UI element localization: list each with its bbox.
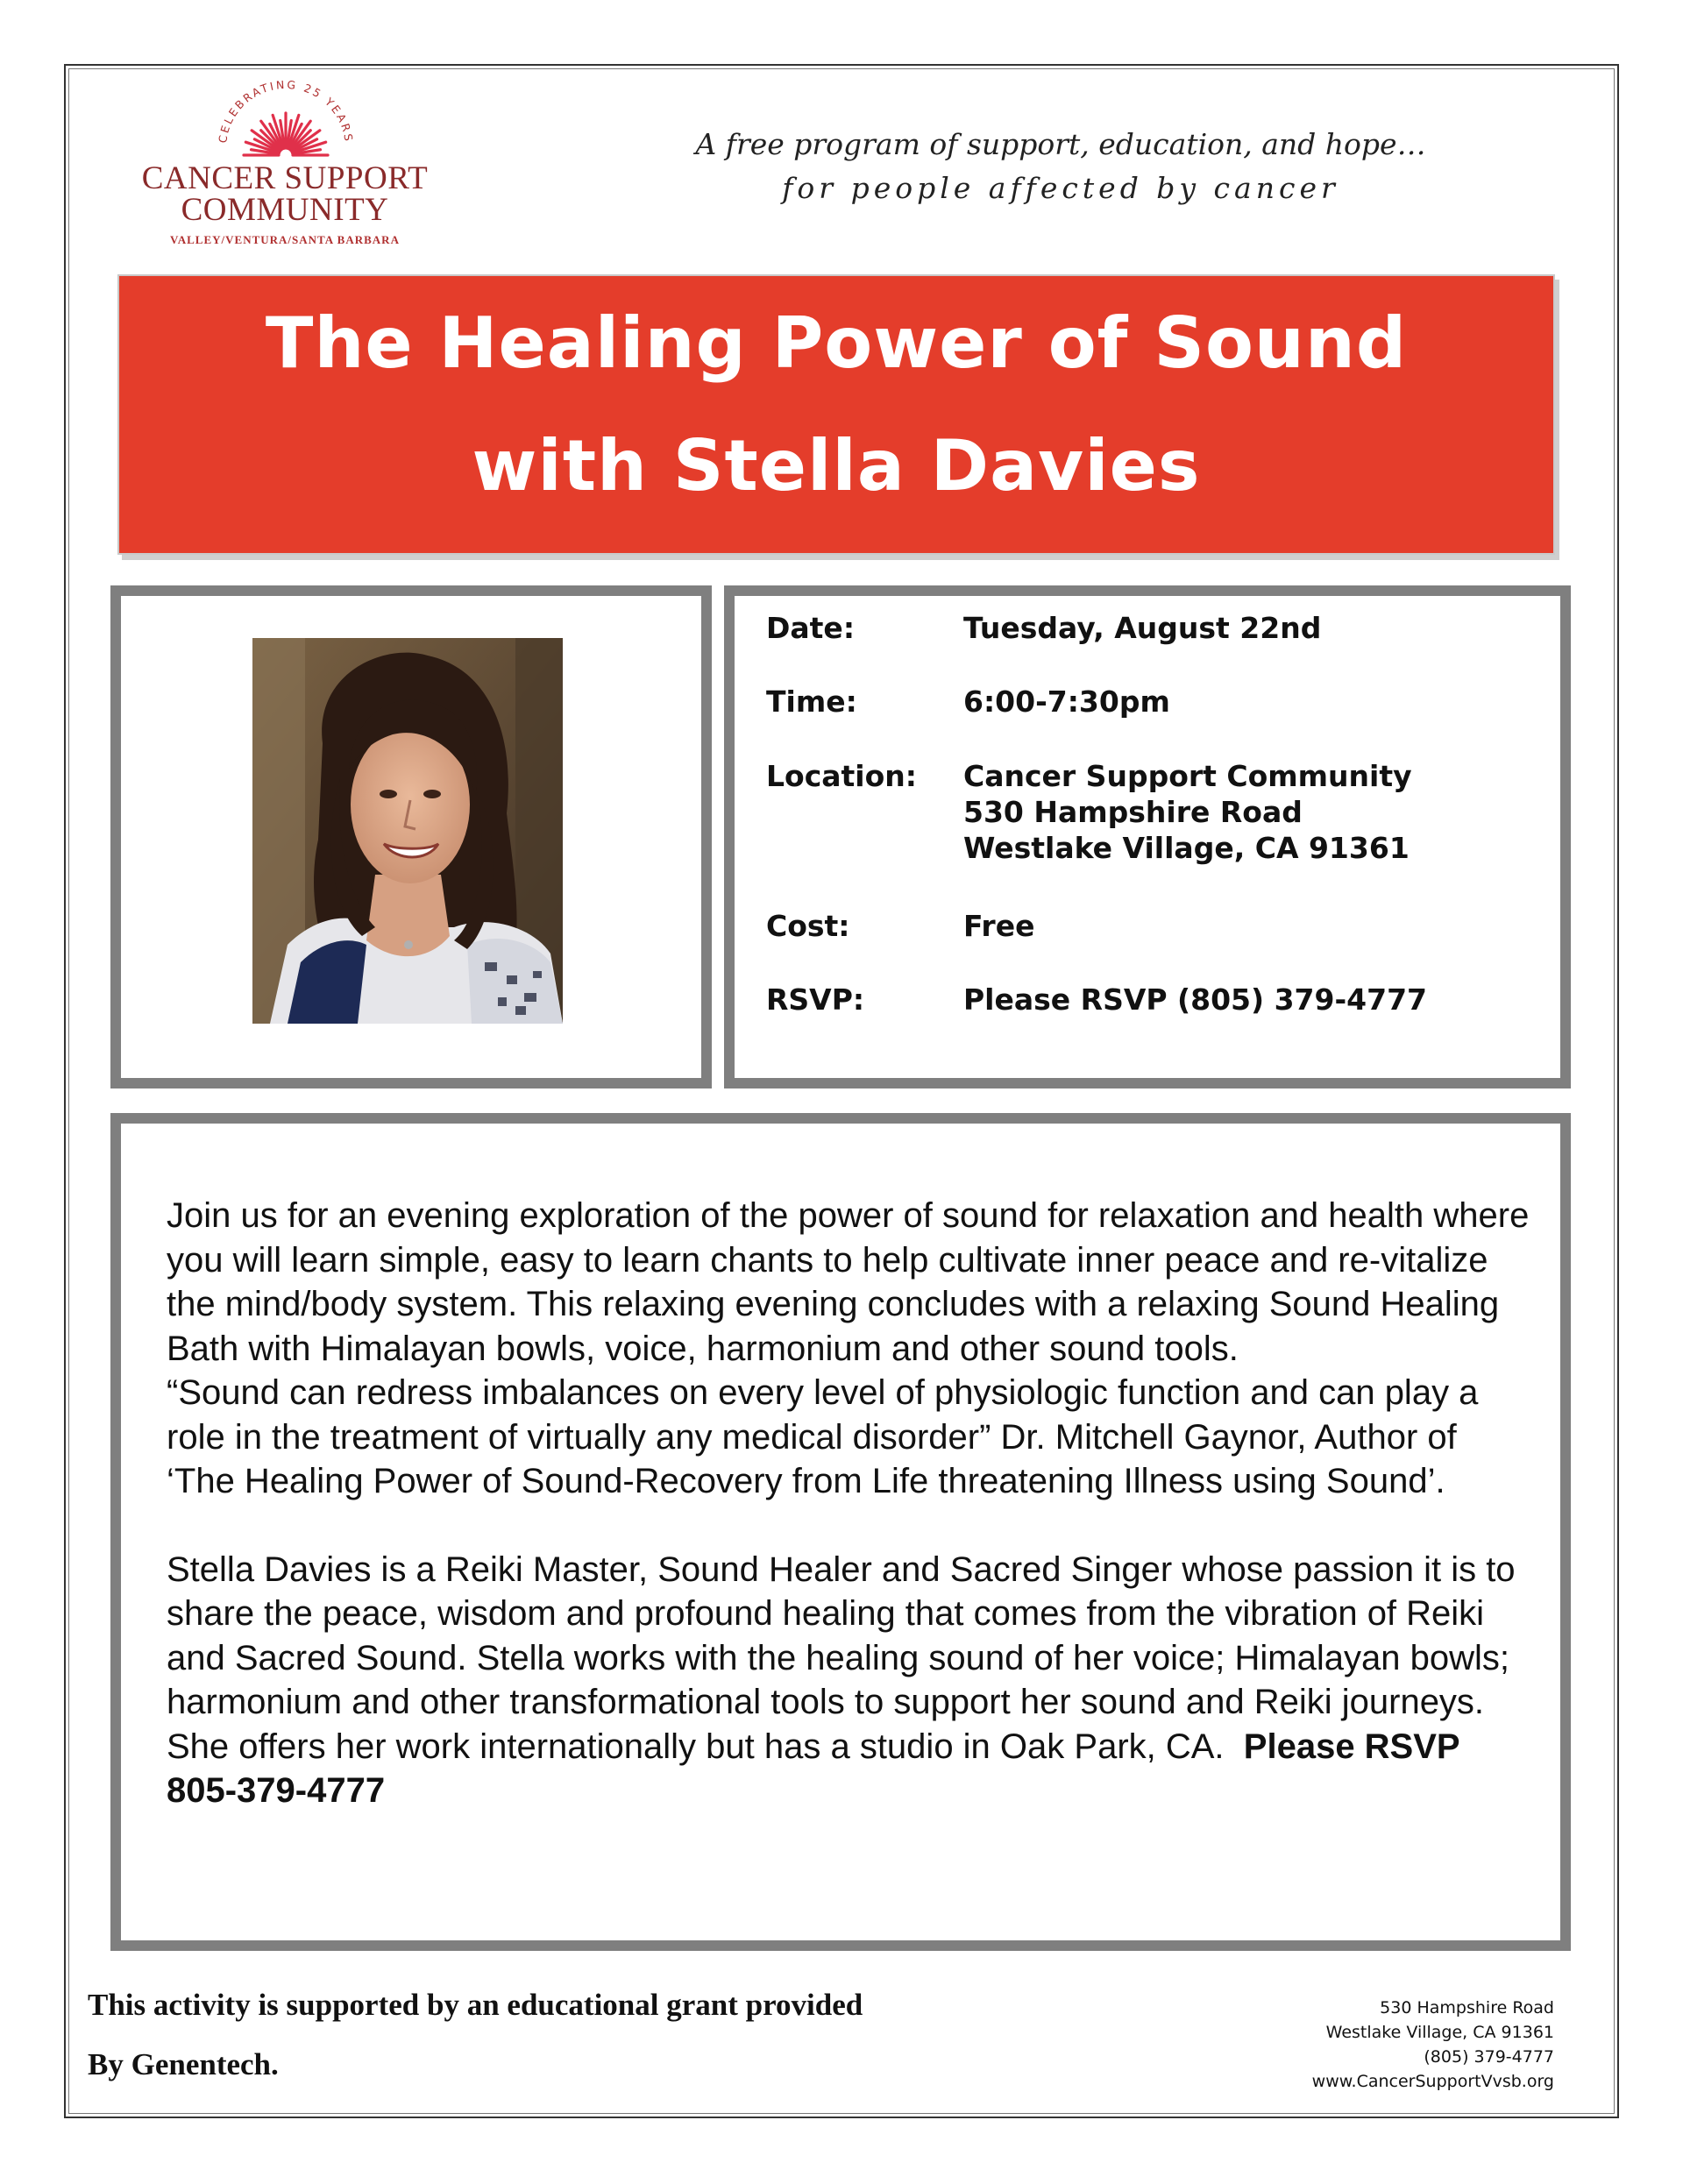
detail-label: Location:: [766, 759, 917, 793]
detail-value: Free: [963, 909, 1035, 943]
bio-text: Stella Davies is a Reiki Master, Sound Healer and Sacred Singer whose passion it is to share the peace, wisdom and profound healing that comes from the vibration of Reiki and Sacred Sound. Stella works with the healing sound of her voice; Himalayan bowls; harmonium and other transformational tools to support her sound and Reiki journeys. She offers her work internationally but has a studio in Oak Park, CA.: [167, 1549, 1516, 1766]
cancer-support-community-logo: [123, 74, 447, 250]
detail-value: [963, 758, 1542, 866]
sunburst-logo-icon: [123, 74, 447, 162]
website-link[interactable]: www.CancerSupportVvsb.org: [1311, 2072, 1554, 2091]
tagline-line2: for people affected by cancer: [782, 171, 1339, 205]
location-line1: Cancer Support Community: [963, 759, 1412, 793]
address-line1: 530 Hampshire Road: [1380, 1998, 1554, 2017]
event-title: The Healing Power of Sound: [265, 302, 1408, 384]
rsvp-callout: Please RSVP 805-379-4777: [167, 1727, 1459, 1810]
detail-label: Cost:: [766, 909, 850, 943]
logo-name-line1: CANCER SUPPORT: [141, 160, 429, 196]
speaker-photo-box: [110, 585, 712, 1088]
description-box: [110, 1113, 1571, 1951]
title-banner: [117, 274, 1555, 555]
description-text: [167, 1194, 1534, 1813]
grant-line1: This activity is supported by an educational grant provided: [88, 1988, 863, 2022]
quote-paragraph: “Sound can redress imbalances on every level of physiologic function and can play a role in the treatment of virtually any medical disorder” Dr. Mitchell Gaynor, Author of ‘The Healing Power of Sound-Recovery from Life threatening Illness using Sound’.: [167, 1373, 1479, 1500]
speaker-photo: [252, 638, 563, 1024]
contact-info: [1227, 1996, 1554, 2094]
tagline: [666, 123, 1455, 210]
detail-value: Please RSVP (805) 379-4777: [963, 982, 1428, 1017]
detail-label: Time:: [766, 684, 857, 719]
logo-name-line2: COMMUNITY: [181, 192, 389, 228]
bio-paragraph: [167, 1548, 1534, 1813]
location-line2: 530 Hampshire Road: [963, 795, 1303, 829]
detail-value: 6:00-7:30pm: [963, 684, 1170, 719]
logo-arc-text: CELEBRATING 25 YEARS: [216, 77, 356, 145]
description-paragraph: Join us for an evening exploration of the power of sound for relaxation and health where you will learn simple, easy to learn chants to help cultivate inner peace and re-vitalize the mind/body system. This relaxing evening concludes with a relaxing Sound Healing Bath with Himalayan bowls, voice, harmonium and other sound tools.: [167, 1196, 1530, 1368]
tagline-line1: A free program of support, education, and hope…: [695, 127, 1426, 161]
detail-label: Date:: [766, 611, 856, 645]
grant-line2: By Genentech.: [88, 2047, 279, 2081]
location-line3: Westlake Village, CA 91361: [963, 831, 1410, 865]
logo-subtitle: VALLEY/VENTURA/SANTA BARBARA: [170, 233, 400, 246]
phone: (805) 379-4777: [1424, 2047, 1554, 2067]
detail-label: RSVP:: [766, 982, 865, 1017]
detail-value: Tuesday, August 22nd: [963, 611, 1322, 645]
event-details-box: [724, 585, 1571, 1088]
event-subtitle: with Stella Davies: [472, 425, 1201, 507]
address-line2: Westlake Village, CA 91361: [1325, 2023, 1554, 2042]
